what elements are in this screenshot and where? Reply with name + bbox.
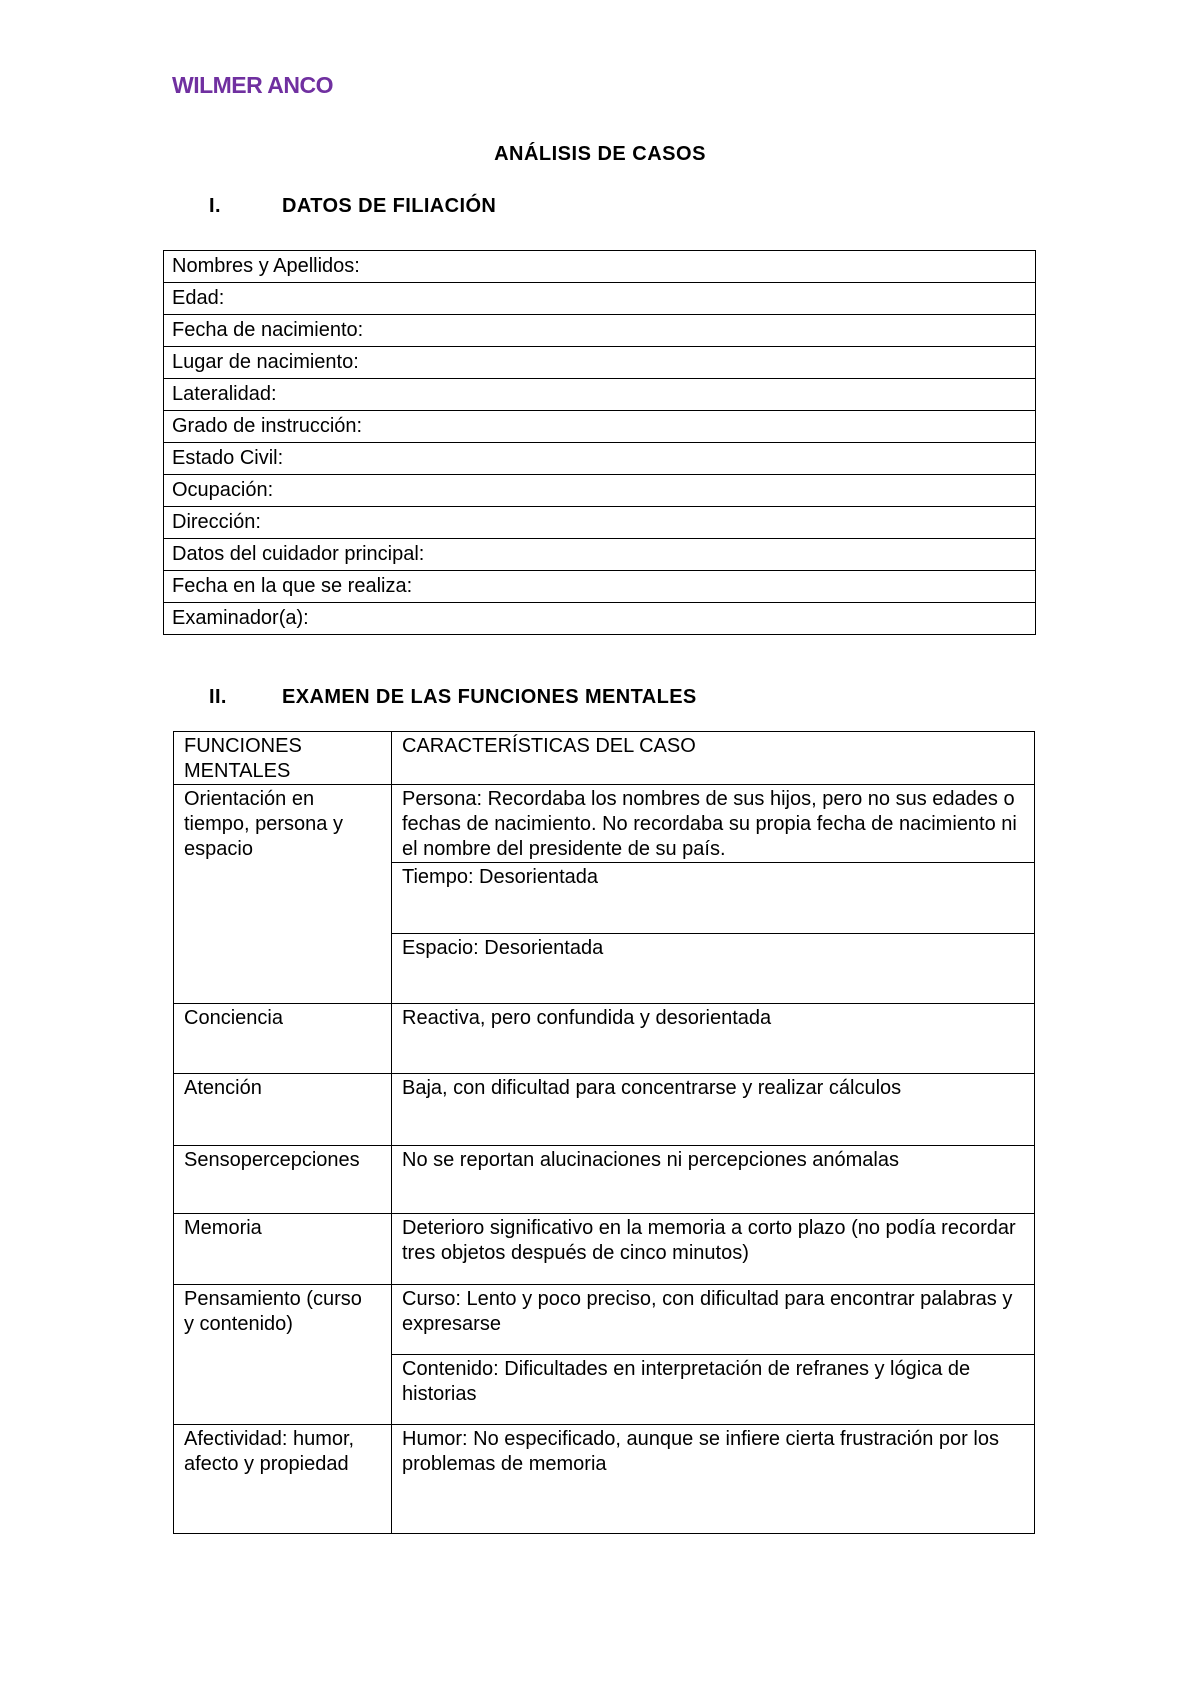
field-fecha-realiza: Fecha en la que se realiza: <box>164 571 1036 603</box>
value-atencion: Baja, con dificultad para concentrarse y realizar cálculos <box>392 1074 1035 1146</box>
label-pensamiento <box>174 1285 392 1425</box>
header-caracteristicas: CARACTERÍSTICAS DEL CASO <box>392 732 1035 785</box>
label-orientacion-text: Orientación en tiempo, persona y espacio <box>184 788 343 860</box>
section-title: EXAMEN DE LAS FUNCIONES MENTALES <box>282 686 697 708</box>
section-title: DATOS DE FILIACIÓN <box>282 195 497 217</box>
field-direccion: Dirección: <box>164 507 1036 539</box>
label-afectividad-text: Afectividad: humor, afecto y propiedad <box>184 1428 355 1475</box>
header-funciones <box>174 732 392 785</box>
field-fecha-nacimiento: Fecha de nacimiento: <box>164 315 1036 347</box>
value-tiempo: Tiempo: Desorientada <box>392 863 1035 934</box>
field-edad: Edad: <box>164 283 1036 315</box>
table-row <box>164 443 1036 475</box>
table-row <box>164 571 1036 603</box>
table-row <box>174 1285 1035 1355</box>
table-row <box>164 315 1036 347</box>
header-funciones-label: FUNCIONES MENTALES <box>184 735 302 782</box>
label-orientacion <box>174 785 392 1004</box>
table-row <box>164 411 1036 443</box>
table-row <box>164 251 1036 283</box>
table-row <box>174 1004 1035 1074</box>
section-number: II. <box>209 686 227 708</box>
field-cuidador: Datos del cuidador principal: <box>164 539 1036 571</box>
author-name: WILMER ANCO <box>172 72 334 98</box>
table-row <box>174 1214 1035 1285</box>
value-humor: Humor: No especificado, aunque se infiere cierta frustración por los problemas de memoria <box>392 1425 1035 1534</box>
field-lugar-nacimiento: Lugar de nacimiento: <box>164 347 1036 379</box>
value-curso: Curso: Lento y poco preciso, con dificultad para encontrar palabras y expresarse <box>392 1285 1035 1355</box>
label-sensopercepciones-text: Sensopercepciones <box>184 1149 360 1171</box>
table-row <box>164 379 1036 411</box>
label-atencion: Atención <box>174 1074 392 1146</box>
table-row <box>164 475 1036 507</box>
table-row <box>174 785 1035 863</box>
document-title: ANÁLISIS DE CASOS <box>494 143 706 165</box>
label-afectividad <box>174 1425 392 1534</box>
value-conciencia: Reactiva, pero confundida y desorientada <box>392 1004 1035 1074</box>
table-row <box>174 1425 1035 1534</box>
table-row <box>164 603 1036 635</box>
value-espacio: Espacio: Desorientada <box>392 934 1035 1004</box>
section-number: I. <box>209 195 221 217</box>
field-estado-civil: Estado Civil: <box>164 443 1036 475</box>
funciones-mentales-table <box>173 731 1035 1534</box>
value-persona: Persona: Recordaba los nombres de sus hijos, pero no sus edades o fechas de nacimiento. No recordaba su propia fecha de nacimiento ni el nombre del presidente de su país. <box>392 785 1035 863</box>
table-row <box>164 347 1036 379</box>
value-contenido: Contenido: Dificultades en interpretación de refranes y lógica de historias <box>392 1355 1035 1425</box>
label-memoria: Memoria <box>174 1214 392 1285</box>
value-sensopercepciones: No se reportan alucinaciones ni percepciones anómalas <box>392 1146 1035 1214</box>
table-row <box>164 539 1036 571</box>
field-grado-instruccion: Grado de instrucción: <box>164 411 1036 443</box>
field-nombres: Nombres y Apellidos: <box>164 251 1036 283</box>
label-conciencia: Conciencia <box>174 1004 392 1074</box>
field-ocupacion: Ocupación: <box>164 475 1036 507</box>
table-header-row <box>174 732 1035 785</box>
field-lateralidad: Lateralidad: <box>164 379 1036 411</box>
table-row <box>164 507 1036 539</box>
field-examinador: Examinador(a): <box>164 603 1036 635</box>
table-row <box>174 1146 1035 1214</box>
label-sensopercepciones <box>174 1146 392 1214</box>
table-row <box>164 283 1036 315</box>
label-pensamiento-text: Pensamiento (curso y contenido) <box>184 1288 362 1335</box>
value-memoria: Deterioro significativo en la memoria a corto plazo (no podía recordar tres objetos después de cinco minutos) <box>392 1214 1035 1285</box>
table-row <box>174 1074 1035 1146</box>
filiacion-table <box>163 250 1036 635</box>
